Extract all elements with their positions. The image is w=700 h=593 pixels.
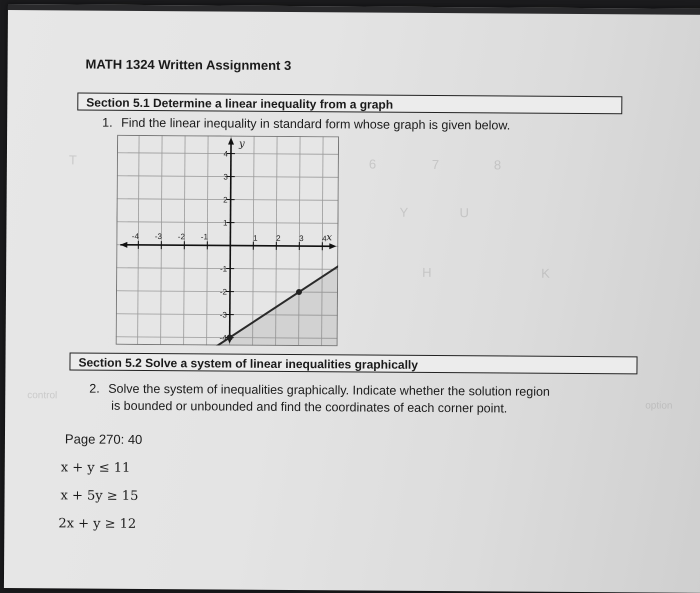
ghost-key-8: 8 — [494, 157, 501, 172]
y-tick-label: 3 — [223, 173, 228, 182]
inequality-2: x + 5y ≥ 15 — [61, 488, 139, 504]
question-number: 2. — [89, 382, 100, 396]
ghost-key-y: Y — [400, 205, 409, 220]
assignment-title: MATH 1324 Written Assignment 3 — [86, 57, 292, 73]
ghost-key-h: H — [422, 265, 431, 280]
x-axis-label: x — [326, 232, 332, 243]
section-heading-5-2 — [69, 352, 637, 374]
page-top-edge — [8, 4, 700, 15]
question-2-continued — [111, 398, 507, 418]
x-tick-label: -4 — [132, 232, 140, 241]
x-tick-label: 4 — [322, 234, 327, 243]
question-1 — [102, 115, 510, 135]
ghost-key-k: K — [541, 266, 550, 281]
section-heading-5-1 — [77, 92, 622, 114]
y-tick-label: -1 — [220, 264, 228, 273]
x-tick-label: 1 — [253, 234, 258, 243]
ghost-key-6: 6 — [369, 157, 376, 172]
ghost-key-7: 7 — [432, 157, 439, 172]
x-tick-label: -2 — [178, 232, 186, 241]
page-reference: Page 270: 40 — [65, 430, 142, 448]
x-tick-label: -3 — [155, 232, 163, 241]
inequality-graph — [116, 135, 339, 347]
y-axis-label: y — [238, 139, 245, 150]
y-tick-label: 2 — [223, 196, 228, 205]
section-heading-text: Section 5.1 Determine a linear inequality from a graph — [86, 96, 393, 112]
ghost-key-option: option — [645, 400, 672, 411]
y-tick-label: -4 — [220, 333, 228, 342]
ghost-key-u: U — [460, 205, 469, 220]
x-tick-label: 2 — [276, 234, 281, 243]
section-heading-text: Section 5.2 Solve a system of linear inequalities graphically — [78, 356, 418, 372]
y-tick-label: 4 — [223, 150, 228, 159]
y-tick-label: 1 — [223, 219, 228, 228]
y-tick-label: -2 — [220, 287, 228, 296]
x-tick-label: -1 — [201, 232, 209, 241]
question-text-line-2: is bounded or unbounded and find the coordinates of each corner point. — [111, 399, 507, 416]
question-number: 1. — [102, 116, 113, 130]
line-point — [296, 289, 302, 295]
y-tick-label: -3 — [220, 310, 228, 319]
x-tick-label: 3 — [299, 234, 304, 243]
line-point — [227, 335, 233, 341]
ghost-key-t: T — [69, 152, 77, 167]
question-text-line-1: Solve the system of inequalities graphically. Indicate whether the solution region — [108, 382, 550, 399]
worksheet-page — [4, 4, 700, 593]
question-text: Find the linear inequality in standard form whose graph is given below. — [121, 116, 510, 133]
inequality-1: x + y ≤ 11 — [61, 460, 131, 475]
inequality-3: 2x + y ≥ 12 — [58, 516, 136, 532]
ghost-key-control: control — [27, 390, 57, 401]
